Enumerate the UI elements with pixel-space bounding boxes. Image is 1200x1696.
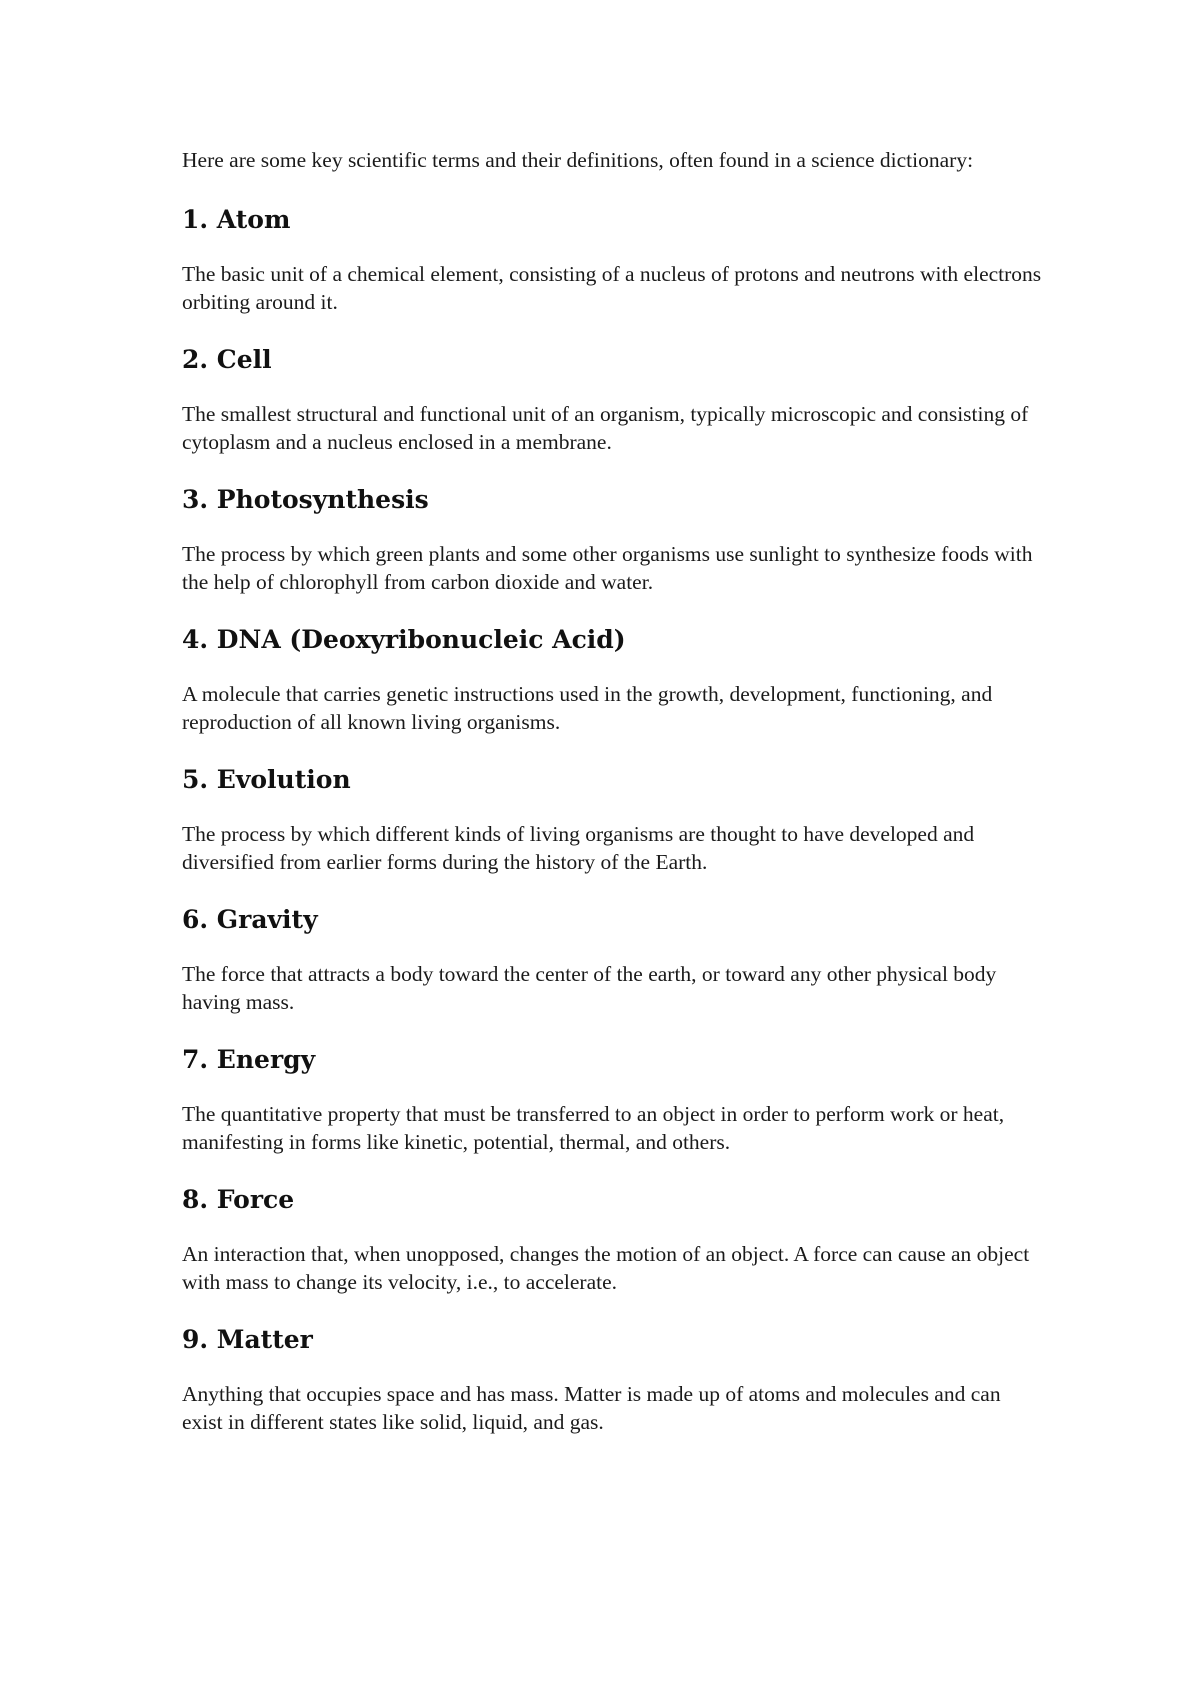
term-entry-gravity	[182, 904, 1042, 1016]
term-heading: 2. Cell	[182, 345, 272, 374]
term-heading: 4. DNA (Deoxyribonucleic Acid)	[182, 625, 626, 654]
term-heading: 7. Energy	[182, 1045, 316, 1074]
term-definition: The basic unit of a chemical element, consisting of a nucleus of protons and neutrons with electrons orbiting around it.	[182, 262, 1042, 314]
term-definition: The force that attracts a body toward the center of the earth, or toward any other physical body having mass.	[182, 962, 997, 1014]
term-entry-matter	[182, 1324, 1042, 1436]
term-definition: The quantitative property that must be transferred to an object in order to perform work or heat, manifesting in forms like kinetic, potential, thermal, and others.	[182, 1102, 1005, 1154]
term-heading: 3. Photosynthesis	[182, 485, 429, 514]
term-heading: 6. Gravity	[182, 905, 318, 934]
term-heading: 5. Evolution	[182, 765, 351, 794]
term-definition: A molecule that carries genetic instructions used in the growth, development, functioning, and reproduction of all known living organisms.	[182, 682, 993, 734]
term-heading: 8. Force	[182, 1185, 295, 1214]
term-heading: 9. Matter	[182, 1325, 313, 1354]
term-heading: 1. Atom	[182, 205, 291, 234]
term-entry-atom	[182, 204, 1042, 316]
term-definition: The smallest structural and functional unit of an organism, typically microscopic and consisting of cytoplasm and a nucleus enclosed in a membrane.	[182, 402, 1029, 454]
term-entry-dna	[182, 624, 1042, 736]
term-entry-cell	[182, 344, 1042, 456]
intro-paragraph: Here are some key scientific terms and their definitions, often found in a science dictionary:	[182, 148, 974, 172]
term-entry-force	[182, 1184, 1042, 1296]
document-body	[182, 146, 1042, 1436]
term-definition: Anything that occupies space and has mass. Matter is made up of atoms and molecules and can exist in different states like solid, liquid, and gas.	[182, 1382, 1001, 1434]
term-definition: An interaction that, when unopposed, changes the motion of an object. A force can cause an object with mass to change its velocity, i.e., to accelerate.	[182, 1242, 1030, 1294]
term-entry-energy	[182, 1044, 1042, 1156]
term-definition: The process by which different kinds of living organisms are thought to have developed and diversified from earlier forms during the history of the Earth.	[182, 822, 975, 874]
term-definition: The process by which green plants and some other organisms use sunlight to synthesize foods with the help of chlorophyll from carbon dioxide and water.	[182, 542, 1033, 594]
term-entry-evolution	[182, 764, 1042, 876]
term-entry-photosynthesis	[182, 484, 1042, 596]
